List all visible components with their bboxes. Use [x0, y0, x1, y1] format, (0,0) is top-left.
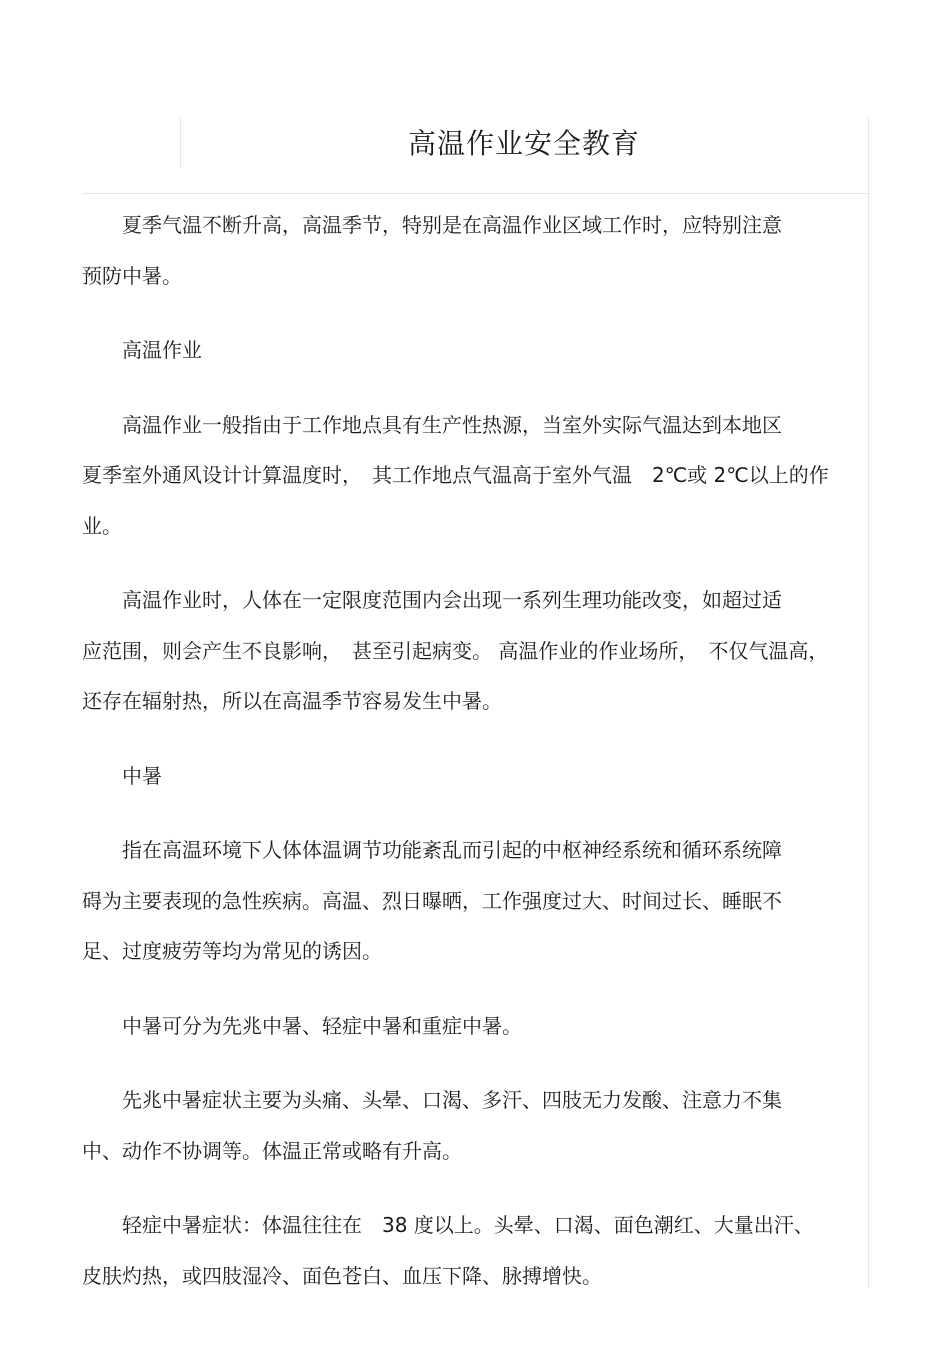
- paragraph-line: 预防中暑。: [82, 263, 182, 288]
- paragraph-line: 应范围，则会产生不良影响， 甚至引起病变。 高温作业的作业场所， 不仅气温高，: [82, 638, 829, 663]
- table-border-right: [868, 118, 869, 1288]
- paragraph-line: 指在高温环境下人体体温调节功能紊乱而引起的中枢神经系统和循环系统障: [122, 838, 782, 862]
- paragraph-line: 高温作业时，人体在一定限度范围内会出现一系列生理功能改变，如超过适: [122, 588, 782, 612]
- paragraph-line: 夏季气温不断升高，高温季节，特别是在高温作业区域工作时，应特别注意: [122, 213, 782, 237]
- paragraph-line: 足、过度疲劳等均为常见的诱因。: [82, 939, 382, 963]
- paragraph-line: 中暑可分为先兆中暑、轻症中暑和重症中暑。: [122, 1013, 522, 1038]
- section-heading-heatstroke: [82, 751, 862, 802]
- paragraph-intro: [82, 200, 862, 301]
- paragraph-line: 中暑: [122, 763, 162, 788]
- paragraph-line: 夏季室外通风设计计算温度时， 其工作地点气温高于室外气温 2℃或 2℃以上的作: [82, 463, 829, 487]
- document-title: 高温作业安全教育: [407, 127, 640, 160]
- paragraph-line: 高温作业一般指由于工作地点具有生产性热源，当室外实际气温达到本地区: [122, 412, 782, 437]
- paragraph-line: 皮肤灼热，或四肢湿冷、面色苍白、血压下降、脉搏增快。: [82, 1263, 602, 1288]
- table-border-under-title: [82, 193, 869, 194]
- paragraph-line: 业。: [82, 513, 122, 538]
- paragraph-heatstroke-definition: [82, 825, 862, 977]
- paragraph-line: 中、动作不协调等。体温正常或略有升高。: [82, 1138, 462, 1163]
- paragraph-early-symptoms: [82, 1075, 862, 1176]
- section-heading-high-temp-work: [82, 325, 862, 376]
- paragraph-line: 高温作业: [122, 338, 202, 362]
- paragraph-line: 碍为主要表现的急性疾病。高温、烈日曝晒，工作强度过大、时间过长、睡眠不: [82, 888, 782, 913]
- paragraph-heatstroke-types: [82, 1001, 862, 1052]
- paragraph-definition: [82, 400, 862, 552]
- paragraph-line: 先兆中暑症状主要为头痛、头晕、口渴、多汗、四肢无力发酸、注意力不集: [122, 1088, 782, 1112]
- paragraph-mild-symptoms: [82, 1200, 862, 1301]
- paragraph-effects: [82, 575, 862, 727]
- paragraph-line: 还存在辐射热，所以在高温季节容易发生中暑。: [82, 689, 502, 713]
- paragraph-line: 轻症中暑症状：体温往往在 38 度以上。头晕、口渴、面色潮红、大量出汗、: [122, 1213, 814, 1237]
- document-body: [82, 200, 862, 1301]
